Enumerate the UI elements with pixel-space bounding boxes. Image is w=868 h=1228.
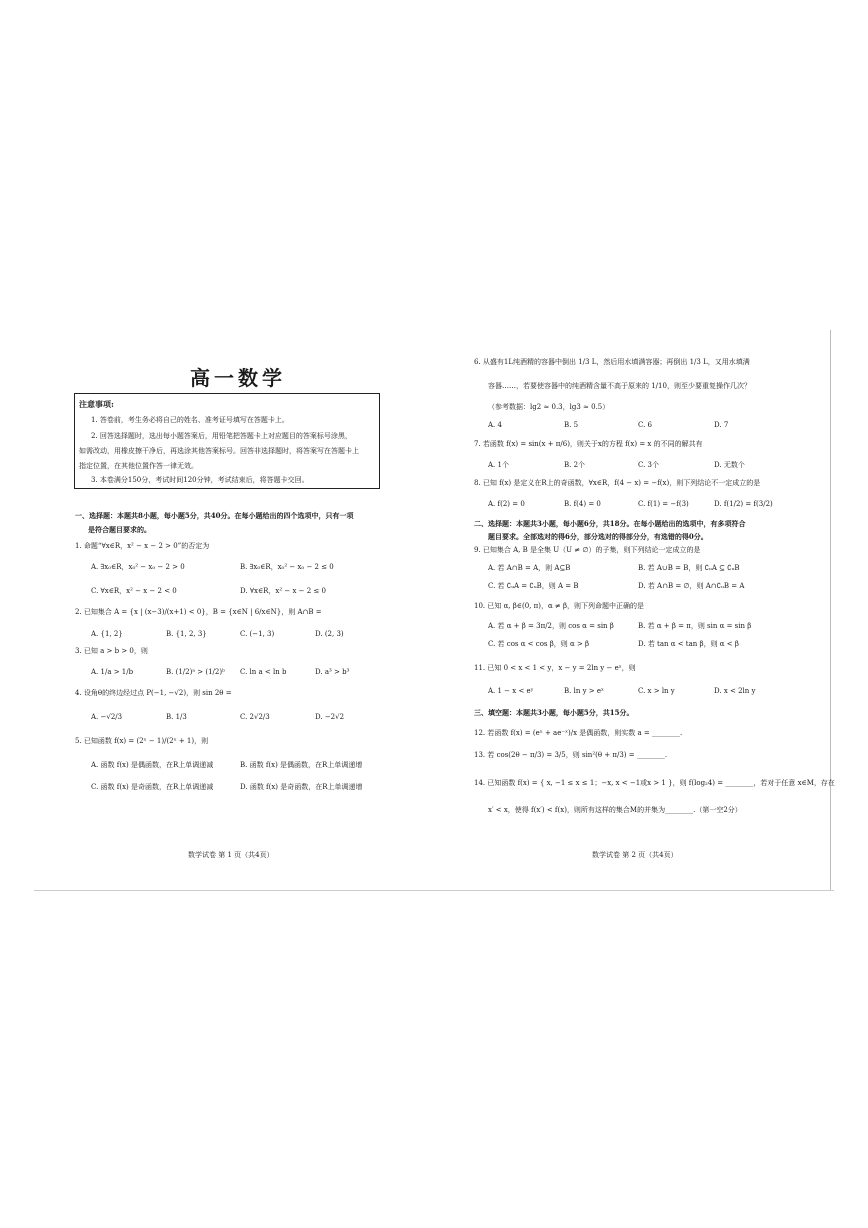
question-11-option-d: D. x < 2ln y [714,687,756,695]
question-7-option-d: D. 无数个 [714,461,745,469]
question-5-option-a: A. 函数 f(x) 是偶函数，在R上单调递减 [91,761,214,769]
section-3-heading: 三、填空题：本题共3小题，每小题5分，共15分。 [474,708,634,717]
question-7-option-a: A. 1个 [488,461,509,469]
question-14-line-2: x′ < x，使得 f(x′) < f(x)，则所有这样的集合M的并集为________.（第一空2分） [488,806,742,814]
question-10-option-b: B. 若 α + β = π，则 sin α = sin β [638,622,752,630]
question-6-option-a: A. 4 [488,421,502,429]
section-1-heading: 一、选择题：本题共8小题，每小题5分，共40分。在每小题给出的四个选项中，只有一项 [75,511,354,520]
question-6-option-d: D. 7 [714,421,729,429]
page-1-footer: 数学试卷 第 1 页（共4页） [188,851,274,859]
question-11-stem: 11. 已知 0 < x < 1 < y，x − y = 2ln y − eˣ，则 [474,664,636,672]
question-9-option-b: B. 若 A∪B = B，则 ∁ᵤA ⊆ ∁ᵤB [638,564,740,572]
page-2-footer: 数学试卷 第 2 页（共4页） [592,851,678,859]
question-13: 13. 若 cos(2θ − π/3) = 3/5，则 sin²(θ + π/3) = ________. [474,751,668,759]
question-4-option-b: B. 1/3 [166,713,187,721]
question-4-option-c: C. 2√2/3 [240,713,270,721]
question-3-option-d: D. a³ > b³ [315,668,350,676]
question-8-option-c: C. f(1) = −f(3) [638,500,689,508]
question-3-stem: 3. 已知 a > b > 0，则 [75,647,148,655]
question-11-option-c: C. x > ln y [638,687,675,695]
question-8-option-a: A. f(2) = 0 [488,500,525,508]
question-1-option-c: C. ∀x∈R，x² − x − 2 < 0 [91,587,177,595]
question-3-option-c: C. ln a < ln b [240,668,287,676]
question-2-stem: 2. 已知集合 A = {x | (x−3)/(x+1) < 0}，B = {x∈N | 6/x∈N}，则 A∩B = [75,608,322,616]
question-5-stem: 5. 已知函数 f(x) = (2ˣ − 1)/(2ˣ + 1)，则 [75,737,209,745]
question-10-option-c: C. 若 cos α < cos β，则 α > β [488,640,590,648]
notice-box [74,393,380,489]
question-1-stem: 1. 命题“∀x∈R，x² − x − 2 > 0”的否定为 [75,542,210,550]
question-7-stem: 7. 若函数 f(x) = sin(x + π/6)，则关于x的方程 f(x) = x 的不同的解共有 [474,440,703,448]
question-9-option-a: A. 若 A∩B = A，则 A⊆B [488,564,571,572]
question-2-option-a: A. {1, 2} [91,630,123,638]
question-9-option-c: C. 若 ∁ᵤA = ∁ᵤB，则 A = B [488,582,579,590]
question-8-option-b: B. f(4) = 0 [564,500,601,508]
section-1-heading-cont: 是符合题目要求的。 [88,525,151,534]
question-6-option-c: C. 6 [638,421,653,429]
question-6-stem-line-1: 6. 从盛有1L纯酒精的容器中倒出 1/3 L，然后用水填满容器；再倒出 1/3 L，又用水填满 [474,358,750,366]
question-1-option-a: A. ∃x₀∈R，x₀² − x₀ − 2 > 0 [91,563,185,571]
question-4-option-d: D. −2√2 [315,713,345,721]
question-2-option-d: D. (2, 3) [315,630,344,638]
question-10-option-a: A. 若 α + β = 3π/2，则 cos α = sin β [488,622,614,630]
question-2-option-b: B. {1, 2, 3} [166,630,207,638]
question-8-stem: 8. 已知 f(x) 是定义在R上的奇函数，∀x∈R，f(4 − x) = −f(x)，则下列结论不一定成立的是 [474,479,761,487]
question-10-option-d: D. 若 tan α < tan β，则 α < β [638,640,739,648]
question-5-option-d: D. 函数 f(x) 是奇函数，在R上单调递增 [240,783,363,791]
page-edge-bottom [34,890,834,891]
question-9-stem: 9. 已知集合 A, B 是全集 U（U ≠ ∅）的子集，则下列结论一定成立的是 [474,546,701,554]
question-9-option-d: D. 若 A∩B = ∅，则 A∩∁ᵤB = A [638,582,745,590]
notice-line: 3. 本卷满分150分，考试时间120分钟，考试结束后，将答题卡交回。 [91,476,309,484]
notice-line: 1. 答卷前，考生务必将自己的姓名、准考证号填写在答题卡上。 [91,416,289,424]
question-8-option-d: D. f(1/2) = f(3/2) [714,500,773,508]
question-2-option-c: C. (−1, 3) [240,630,275,638]
question-3-option-a: A. 1/a > 1/b [91,668,134,676]
page-edge-right [830,330,831,890]
question-5-option-c: C. 函数 f(x) 是奇函数，在R上单调递减 [91,783,214,791]
exam-title: 高一数学 [190,366,286,390]
question-3-option-b: B. (1/2)ᵃ > (1/2)ᵇ [166,668,225,676]
question-10-stem: 10. 已知 α, β∈(0, π)，α ≠ β，则下列命题中正确的是 [474,602,645,610]
question-1-option-d: D. ∀x∈R，x² − x − 2 ≤ 0 [240,587,326,595]
notice-heading: 注意事项: [79,399,114,409]
question-5-option-b: B. 函数 f(x) 是偶函数，在R上单调递增 [240,761,363,769]
question-12: 12. 若函数 f(x) = (eˣ + ae⁻ˣ)/x 是偶函数，则实数 a = ________. [474,729,683,737]
question-7-option-c: C. 3个 [638,461,660,469]
question-4-stem: 4. 设角θ的终边经过点 P(−1, −√2)，则 sin 2θ = [75,689,232,697]
question-14-line-1: 14. 已知函数 f(x) = { x, −1 ≤ x ≤ 1；−x, x < −1或x > 1 }，则 f(log₂4) = ________，若对于任意 x∈M，存在 [474,779,835,787]
question-4-option-a: A. −√2/3 [91,713,123,721]
notice-line: 指定位置，在其他位置作答一律无效。 [79,462,198,470]
section-2-heading: 二、选择题：本题共3小题，每小题6分，共18分。在每小题给出的选项中，有多项符合 [474,519,746,528]
question-11-option-a: A. 1 − x < eʸ [488,687,534,695]
question-6-option-b: B. 5 [564,421,579,429]
question-7-option-b: B. 2个 [564,461,586,469]
question-1-option-b: B. ∃x₀∈R，x₀² − x₀ − 2 ≤ 0 [240,563,334,571]
question-11-option-b: B. ln y > eˣ [564,687,604,695]
question-6-reference-data: （参考数据：lg2 ≈ 0.3，lg3 ≈ 0.5） [488,403,610,411]
notice-line: 如需改动，用橡皮擦干净后，再选涂其他答案标号。回答非选择题时，将答案写在答题卡上 [79,447,359,455]
notice-line: 2. 回答选择题时，选出每小题答案后，用铅笔把答题卡上对应题目的答案标号涂黑， [91,432,352,440]
question-6-stem-line-2: 容器……，若要使容器中的纯酒精含量不高于原来的 1/10，则至少要重复操作几次？ [488,382,751,390]
section-2-heading-cont: 题目要求。全部选对的得6分，部分选对的得部分分，有选错的得0分。 [488,532,708,541]
